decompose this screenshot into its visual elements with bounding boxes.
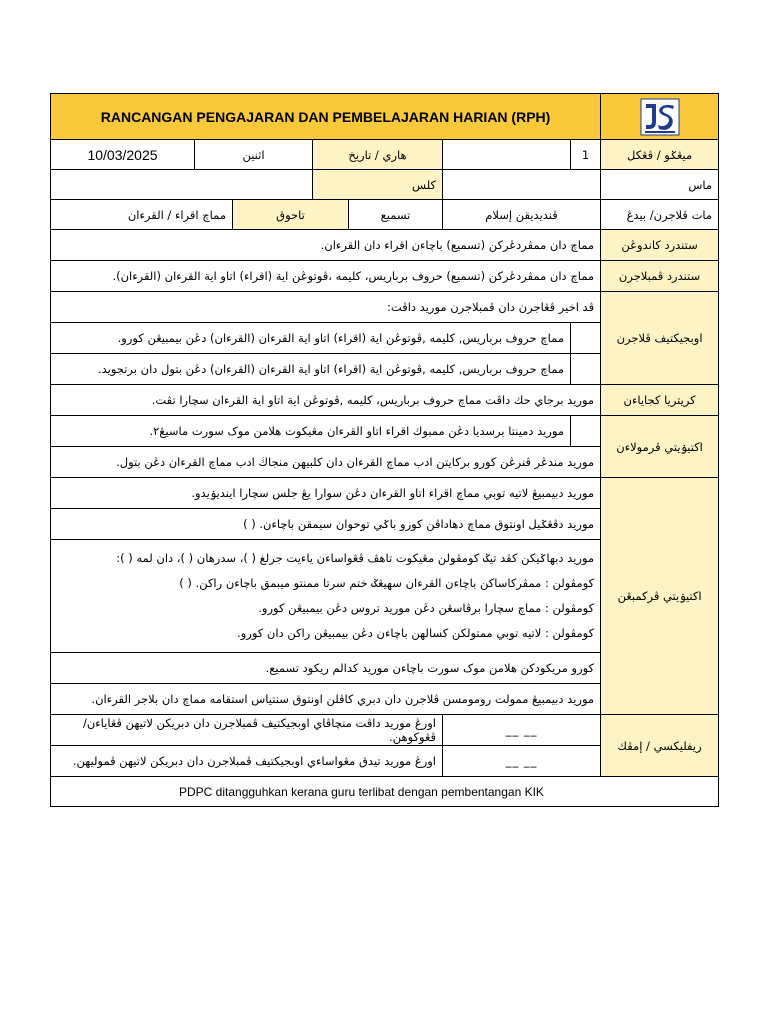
objective-1-check [571,323,601,354]
footer-note: PDPC ditangguhkan kerana guru terlibat dengan pembentangan KIK [51,777,719,807]
criteria: موريد برجاي حك داڤت مماچ حروف برباريس، كليمه ,ڤوتوڠن اية اتاو اية القرءان سچارا تڤت. [51,385,601,416]
dev-3-b: كومڤولن : مماچ سچارا برڤاسڠن دڠن موريد تروس دڠن بيمبيڠن كورو. [258,601,595,615]
content-standard-row [51,230,719,261]
objective-intro-row [51,292,719,323]
criteria-label: كريتريا كجاياءن [601,385,719,416]
learning-standard: مماچ دان ممڤردڠركن (تسميع) حروف برباريس، كليمه ،ڤوتوڠن اية (اقراء) اتاو اية القرءان (القرءان). [51,261,601,292]
subject-area: تسميع [349,200,443,230]
subject-value: ڤنديديقن إسلام [443,200,601,230]
criteria-row [51,385,719,416]
level-value: مماچ اقراء / القرءان [51,200,233,230]
week-blank [443,140,571,170]
dev-3-c: كومڤولن : لاتيه توبي ممتولكن كسالهن باچاءن دڠن بيمبيڠن راكن دان كورو. [237,626,595,640]
content-standard-label: ستندرد كاندوڠن [601,230,719,261]
header-row [51,94,719,140]
reflection-2: اورڠ موريد تيدق مڠواساءي اوبجيكتيف ڤمبلاجرن دان دبريكن لاتيهن ڤموليهن. [51,746,443,777]
dev-3-intro: موريد دبهاݢيكن كڤد تيݢ كومڤولن مڠيكوت تاهڤ ڤڠواساءن ياءيت جرلغ ( )، سدرهان ( )، دان لمه ( ): [116,551,595,565]
starter-1-check [571,416,601,447]
objective-intro: ڤد اخير ڤڠاجرن دان ڤمبلاجرن موريد داڤت: [51,292,601,323]
objective-1: مماچ حروف برباريس, كليمه ,ڤوتوڠن اية (اقراء) اتاو اية القرءان (القرءان) دڠن بيمبيڠن كورو. [51,323,571,354]
info-row-time [51,170,719,200]
info-row-week [51,140,719,170]
time-value [51,170,313,200]
level-label: تاحوق [233,200,349,230]
reflection-label: ريفليكسي / إمڤك [601,715,719,777]
reflection-row-1 [51,715,719,746]
dev-3-cell [51,540,601,653]
dev-2: موريد دڤڠݢيل اونتوق مماچ دهاداڤن كورو باݢي توحوان سيمقن باچاءن. ( ) [51,509,601,540]
dev-3-a: كومڤولن : ممڤركاساكن باچاءن القرءان سهيڠݢ ختم سرتا ممنتو ميبمق باچاءن راكن. ( ) [179,576,595,590]
subject-label: مات ڤلاجرن/ بيدڠ [601,200,719,230]
starter-row-1 [51,416,719,447]
starter-1: موريد دمينتا برسديا دڠن ممبوك اقراء اتاو القرءان مڠيكوت هلامن موک سورت ماسيڠ٢. [51,416,571,447]
rph-sheet [50,93,718,807]
content-standard: مماچ دان ممڤردڠركن (تسميع) باچاءن اقراء دان القرءان. [51,230,601,261]
rph-table [50,93,719,807]
day-value: اثنين [195,140,313,170]
school-logo-icon [640,98,680,136]
week-label: ميڠݢو / ڤڠكل [601,140,719,170]
class-label: كلس [313,170,443,200]
dev-4: كورو مريكودكن هلامن موک سورت باچاءن موريد كدالم ريكود تسميع. [51,653,601,684]
logo-cell [601,94,719,140]
learning-standard-label: ستندرد ڤمبلاجرن [601,261,719,292]
learning-standard-row [51,261,719,292]
dev-1: موريد دبيمبيڠ لاتيه توبي مماچ اقراء اتاو القرءان دڠن سوارا يڠ جلس سچارا اينديۏيدو. [51,478,601,509]
development-label: اكتيۏيتي ڤركمبڠن [601,478,719,715]
footer-row [51,777,719,807]
objective-2: مماچ حروف برباريس, كليمه ,ڤوتوڠن اية (اقراء) اتاو اية القرءان (القرءان) دڠن بتول دان برتجويد. [51,354,571,385]
time-label: ماس [601,170,719,200]
reflection-1: اورڠ موريد داڤت منچاڤاي اوبجيكتيف ڤمبلاجرن دان دبريكن لاتيهن ڤڠاياءن/ڤڠوكوهن. [51,715,443,746]
starter-2: موريد مندڠر ڤنرڠن كورو بركايتن ادب مماچ القرءان دان كلبيهن منجاڬ ادب مماچ القرءان دڠن بتول. [51,447,601,478]
reflection-2-blank: __ __ [443,746,601,777]
week-value: 1 [571,140,601,170]
info-row-subject [51,200,719,230]
date-value: 10/03/2025 [51,140,195,170]
closing: موريد دبيمبيڠ ممولت رومومسن ڤلاجرن دان دبري كاڤلن اونتوق سنتياس استقامه مماچ دان بلاجر القرءان. [51,684,601,715]
page-title: RANCANGAN PENGAJARAN DAN PEMBELAJARAN HARIAN (RPH) [51,94,601,140]
day-label: هاري / تاريخ [313,140,443,170]
objective-2-check [571,354,601,385]
reflection-1-blank: __ __ [443,715,601,746]
starter-label: اكتيۏيتي ڤرمولاءن [601,416,719,478]
class-value [443,170,601,200]
objective-label: اوبجيكتيف ڤلاجرن [601,292,719,385]
dev-row-1 [51,478,719,509]
